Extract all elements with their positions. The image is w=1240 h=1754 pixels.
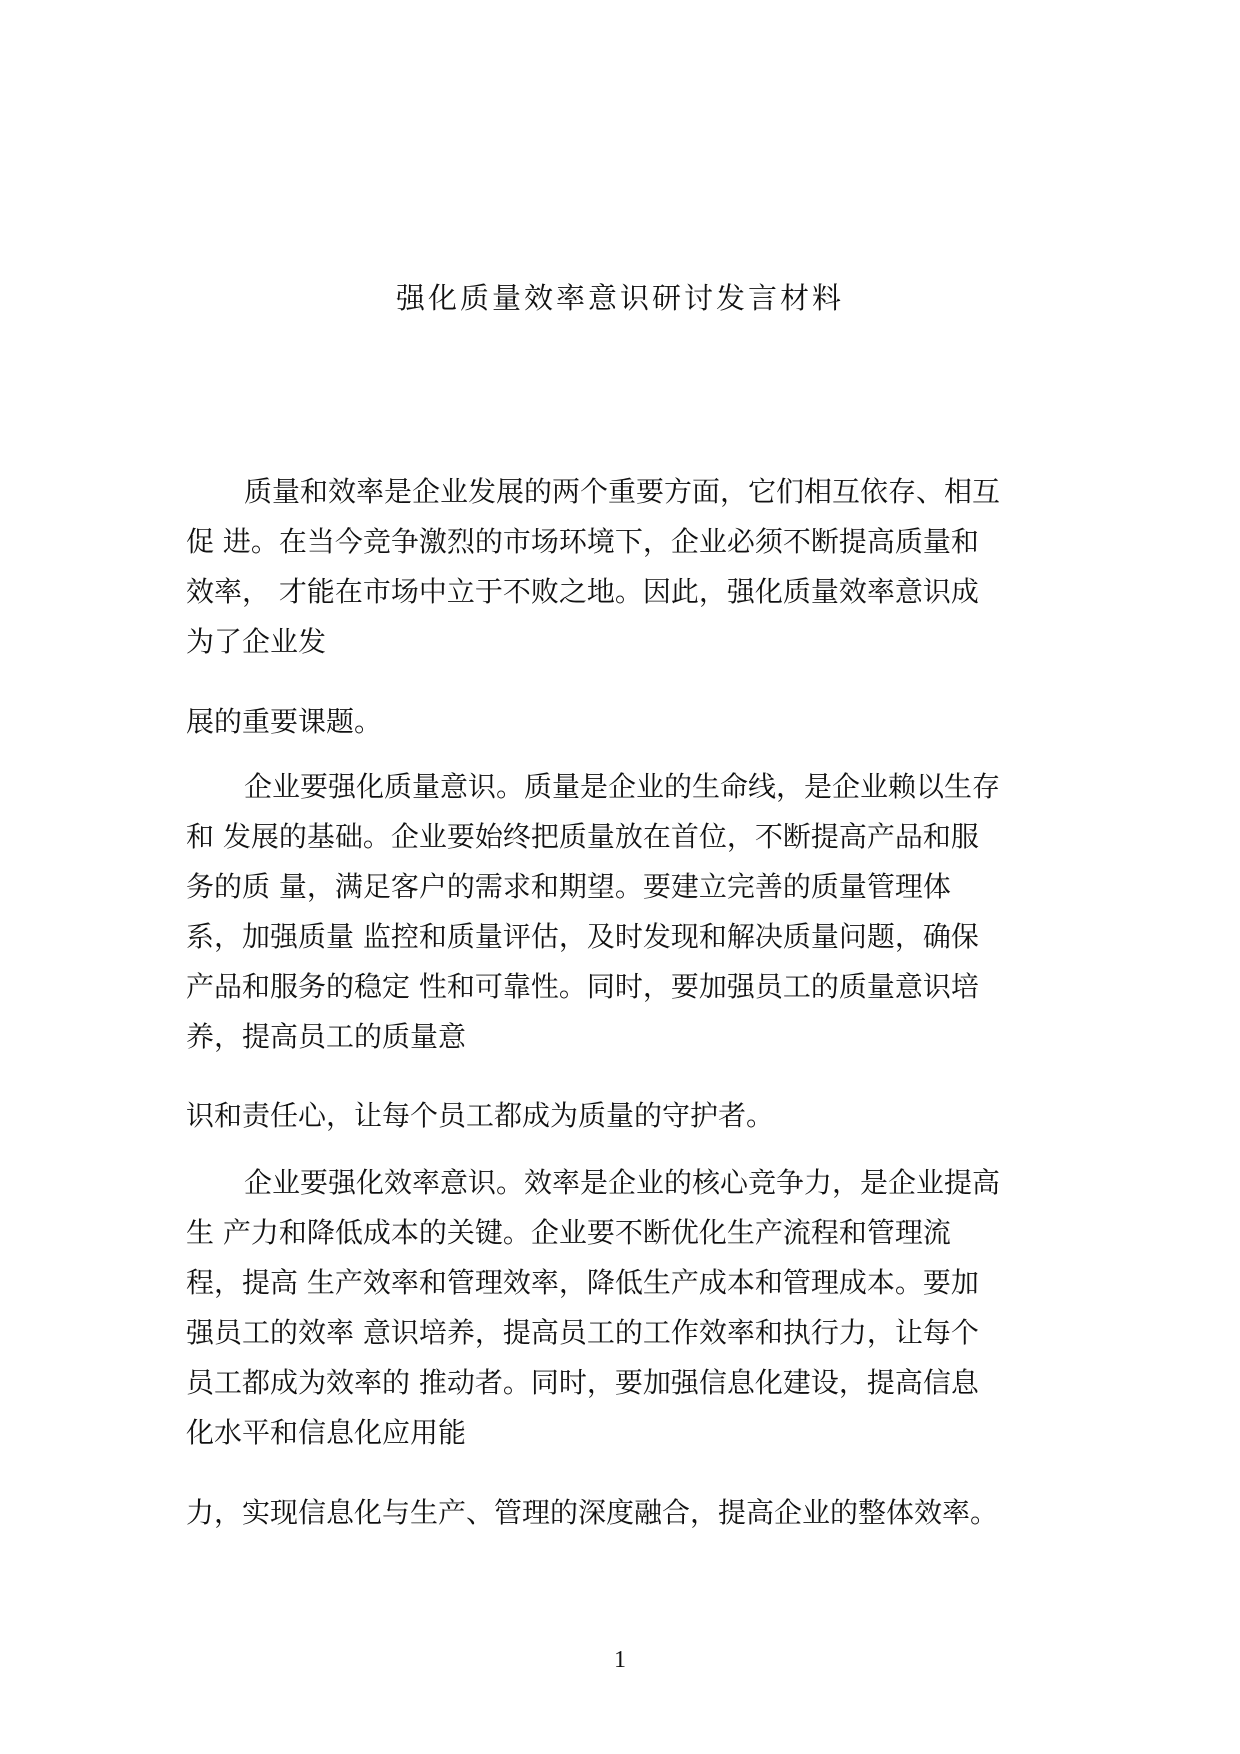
paragraph-line: 效率， 才能在市场中立于不败之地。因此，强化质量效率意识成 <box>186 575 979 608</box>
paragraph-line: 程，提高 生产效率和管理效率，降低生产成本和管理成本。要加 <box>186 1266 979 1299</box>
paragraph-line: 化水平和信息化应用能 <box>186 1416 467 1449</box>
paragraph-line: 员工都成为效率的 推动者。同时，要加强信息化建设，提高信息 <box>186 1366 979 1399</box>
paragraph-line: 展的重要课题。 <box>186 705 383 738</box>
page-number: 1 <box>614 1647 626 1673</box>
paragraph-line: 识和责任心，让每个员工都成为质量的守护者。 <box>186 1099 775 1132</box>
paragraph-line: 企业要强化效率意识。效率是企业的核心竞争力，是企业提高 <box>244 1166 1001 1199</box>
paragraph-line: 强员工的效率 意识培养，提高员工的工作效率和执行力，让每个 <box>186 1316 979 1349</box>
paragraph-line: 系，加强质量 监控和质量评估，及时发现和解决质量问题，确保 <box>186 920 979 953</box>
paragraph-line: 产品和服务的稳定 性和可靠性。同时，要加强员工的质量意识培 <box>186 970 979 1003</box>
paragraph-line: 质量和效率是企业发展的两个重要方面，它们相互依存、相互 <box>244 475 1001 508</box>
paragraph-line: 力，实现信息化与生产、管理的深度融合，提高企业的整体效率。 <box>186 1496 999 1529</box>
paragraph-line: 养，提高员工的质量意 <box>186 1020 467 1053</box>
paragraph-line: 和 发展的基础。企业要始终把质量放在首位，不断提高产品和服 <box>186 820 979 853</box>
paragraph-line: 为了企业发 <box>186 625 327 658</box>
paragraph-line: 促 进。在当今竞争激烈的市场环境下，企业必须不断提高质量和 <box>186 525 979 558</box>
paragraph-line: 务的质 量，满足客户的需求和期望。要建立完善的质量管理体 <box>186 870 951 903</box>
document-title: 强化质量效率意识研讨发言材料 <box>395 281 844 315</box>
paragraph-line: 企业要强化质量意识。质量是企业的生命线，是企业赖以生存 <box>244 770 1001 803</box>
paragraph-line: 生 产力和降低成本的关键。企业要不断优化生产流程和管理流 <box>186 1216 951 1249</box>
